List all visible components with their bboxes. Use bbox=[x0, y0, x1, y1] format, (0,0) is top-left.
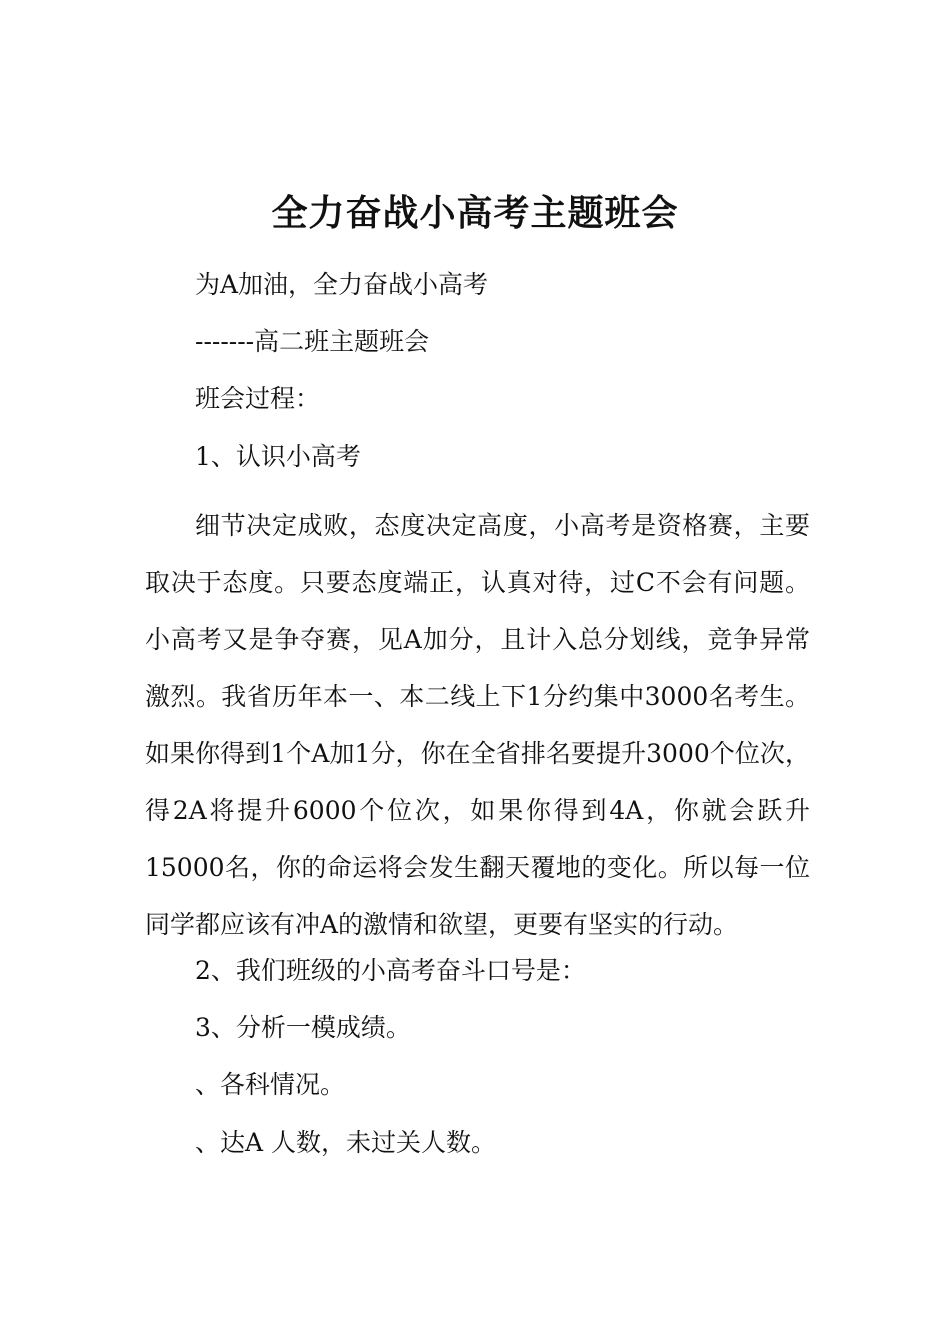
body-paragraph: 细节决定成败，态度决定高度，小高考是资格赛，主要取决于态度。只要态度端正，认真对待，过C不会有问题。小高考又是争夺赛，见A加分，且计入总分划线，竞争异常激烈。我省历年本一、本二线上下1分约集中3000名考生。如果你得到1个A加1分，你在全省排名要提升3000个位次，得2A将提升6000个位次，如果你得到4A，你就会跃升15000名，你的命运将会发生翻天覆地的变化。所以每一位同学都应该有冲A的激情和欲望，更要有坚实的行动。 bbox=[145, 511, 810, 939]
section-1-heading: 1、认识小高考 bbox=[195, 442, 361, 471]
subtitle-slogan: 为A加油，全力奋战小高考 bbox=[195, 270, 489, 299]
section-3-heading: 3、分析一模成绩。 bbox=[195, 1013, 411, 1042]
list-item-subjects: 、各科情况。 bbox=[195, 1070, 346, 1099]
list-item-counts: 、达A 人数，未过关人数。 bbox=[195, 1128, 497, 1157]
document-title: 全力奋战小高考主题班会 bbox=[271, 192, 679, 234]
section-process-heading: 班会过程： bbox=[195, 384, 321, 413]
section-2-heading: 2、我们班级的小高考奋斗口号是： bbox=[195, 956, 586, 985]
subtitle-class-meeting: -------高二班主题班会 bbox=[195, 327, 430, 356]
